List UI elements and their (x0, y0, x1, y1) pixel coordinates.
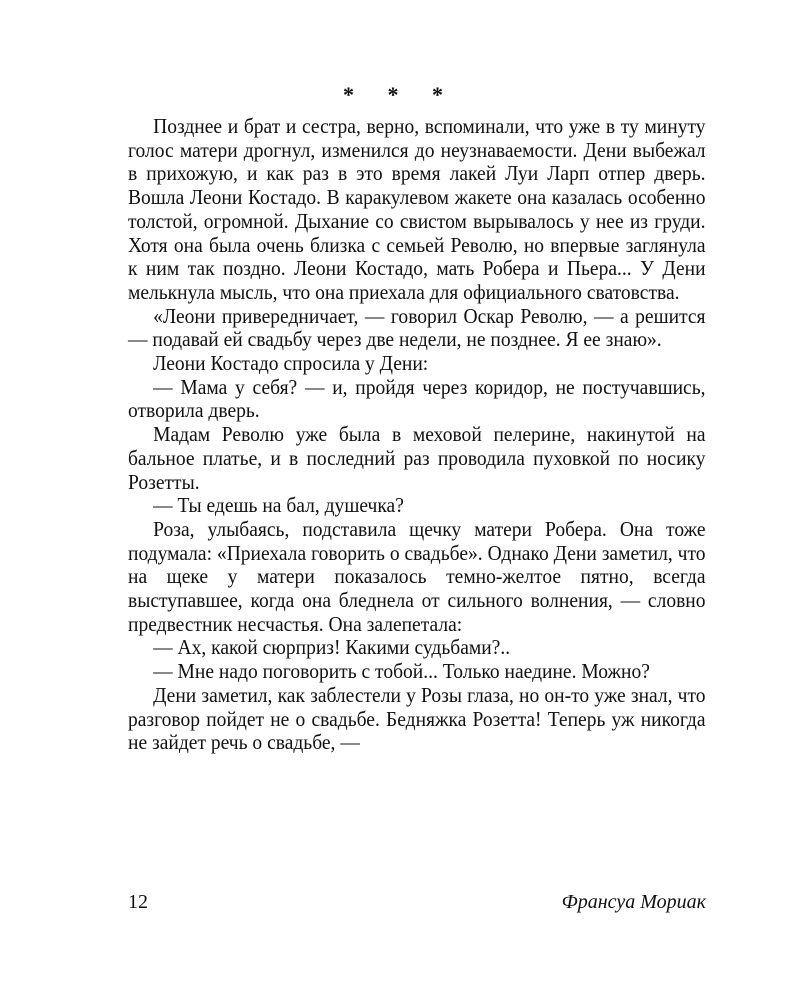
paragraph-7: Роза, улыбаясь, подставила щечку матери Робера. Она тоже подумала: «Приехала говорить о свадьбе». Однако Дени заметил, что на щеке у матери показалось темно-желтое пятно, всегда выступавшее, когда она бледнела от сильного волнения, — словно предвестник несчастья. Она залепетала: (128, 516, 706, 636)
paragraph-3: Леони Костадо спросила у Дени: (153, 351, 429, 376)
paragraph-1: Позднее и брат и сестра, верно, вспоминали, что уже в ту минуту голос матери дрогнул, изменился до неузнаваемости. Дени выбежал в прихожую, и как раз в это время лакей Луи Ларп отпер дверь. Вошла Леони Костадо. В каракулевом жакете она казалась особенно толстой, огромной. Дыхание со свистом вырывалось у нее из груди. Хотя она была очень близка с семьей Револю, но впервые заглянула к ним так поздно. Леони Костадо, мать Робера и Пьера... У Дени мелькнула мысль, что она приехала для официального сватовства. (128, 114, 706, 304)
paragraph-8: — Ах, какой сюрприз! Какими судьбами?.. (153, 635, 511, 660)
section-separator: * * * (343, 82, 457, 107)
paragraph-4: — Мама у себя? — и, пройдя через коридор, не постучавшись, отворила дверь. (128, 374, 706, 423)
body-text (128, 115, 706, 755)
paragraph-9: — Мне надо поговорить с тобой... Только наедине. Можно? (153, 659, 650, 684)
paragraph-6: — Ты едешь на бал, душечка? (153, 493, 404, 518)
running-author: Франсуа Мориак (561, 891, 706, 913)
paragraph-5: Мадам Револю уже была в меховой пелерине, накинутой на бальное платье, и в последний раз проводила пуховкой по носику Розетты. (128, 422, 706, 494)
page-footer (128, 890, 706, 914)
paragraph-2: «Леони привередничает, — говорил Оскар Револю, — а решится — подавай ей свадьбу через две недели, не позднее. Я ее знаю». (128, 303, 706, 352)
paragraph-10: Дени заметил, как заблестели у Розы глаза, но он-то уже знал, что разговор пойдет не о свадьбе. Бедняжка Розетта! Теперь уж никогда не зайдет речь о свадьбе, — (128, 682, 706, 755)
page-number: 12 (128, 891, 148, 913)
